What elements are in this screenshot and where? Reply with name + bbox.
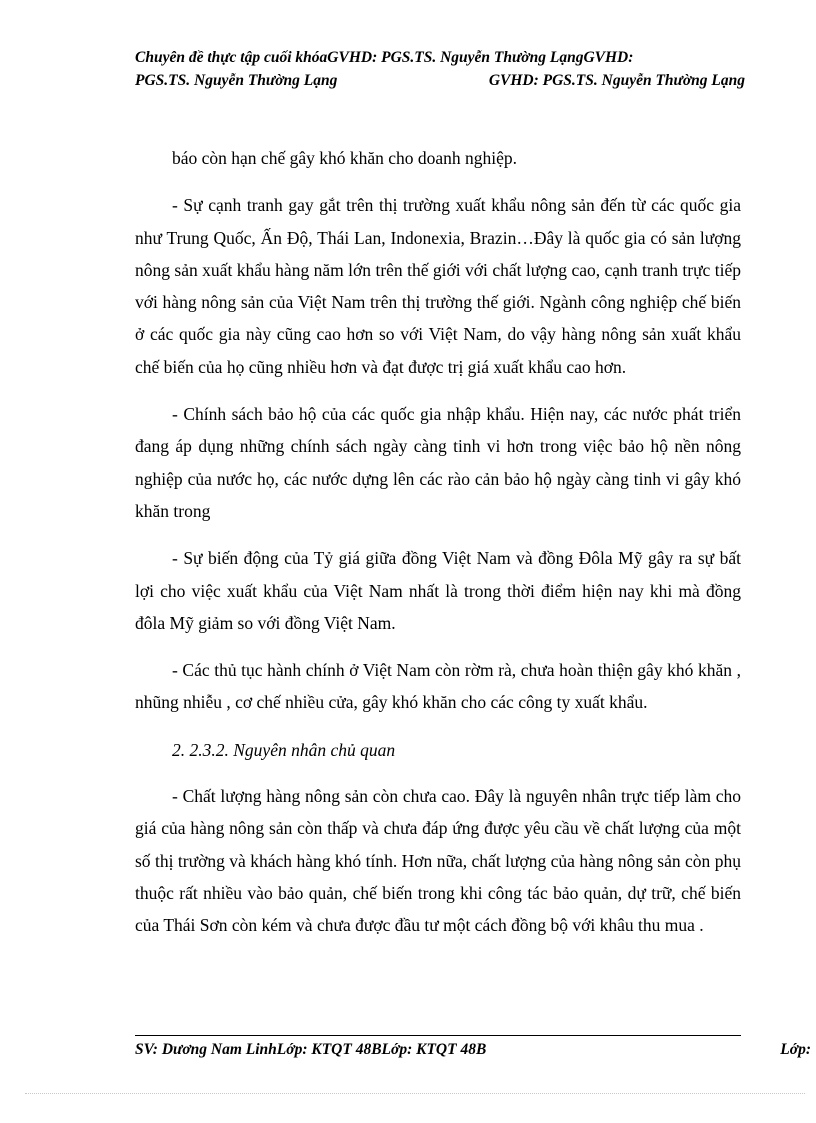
paragraph: - Các thủ tục hành chính ở Việt Nam còn rờm rà, chưa hoàn thiện gây khó khăn , nhũng nhiễu , cơ chế nhiều cửa, gây khó khăn cho các công ty xuất khẩu. xyxy=(135,660,741,713)
header-line-1: Chuyên đề thực tập cuối khóaGVHD: PGS.TS. Nguyễn Thường LạngGVHD: xyxy=(135,49,634,66)
footer-right: Lớp: xyxy=(780,1041,811,1058)
header-line-2-right: GVHD: PGS.TS. Nguyễn Thường Lạng xyxy=(488,72,745,89)
document-body xyxy=(135,142,741,957)
page-header xyxy=(135,46,745,92)
paragraph: - Sự cạnh tranh gay gắt trên thị trường xuất khẩu nông sản đến từ các quốc gia như Trung Quốc, Ấn Độ, Thái Lan, Indonexia, Brazin…Đây là quốc gia có sản lượng nông sản xuất khẩu hàng năm lớn trên thế giới với chất lượng cao, cạnh tranh trực tiếp với hàng nông sản của Việt Nam trên thị trường thế giới. Ngành công nghiệp chế biến ở các quốc gia này cũng cao hơn so với Việt Nam, do vậy hàng nông sản xuất khẩu chế biến của họ cũng nhiều hơn và đạt được trị giá xuất khẩu cao hơn. xyxy=(135,195,741,377)
footer-left: SV: Dương Nam LinhLớp: KTQT 48BLớp: KTQT 48B xyxy=(135,1041,487,1058)
header-line-2 xyxy=(135,69,745,92)
paragraph: - Chính sách bảo hộ của các quốc gia nhập khẩu. Hiện nay, các nước phát triển đang áp dụng những chính sách ngày càng tinh vi hơn trong việc bảo hộ nền nông nghiệp của nước họ, các nước dựng lên các rào cản bảo hộ ngày càng tinh vi gây khó khăn trong xyxy=(135,404,741,521)
footer-divider xyxy=(135,1035,741,1036)
section-heading: 2. 2.3.2. Nguyên nhân chủ quan xyxy=(172,739,396,760)
paragraph: - Chất lượng hàng nông sản còn chưa cao. Đây là nguyên nhân trực tiếp làm cho giá của hàng nông sản còn thấp và chưa đáp ứng được yêu cầu về chất lượng của một số thị trường và khách hàng khó tính. Hơn nữa, chất lượng của hàng nông sản còn phụ thuộc rất nhiều vào bảo quản, chế biến trong khi công tác bảo quản, dự trữ, chế biến của Thái Sơn còn kém và chưa được đầu tư một cách đồng bộ với khâu thu mua . xyxy=(135,786,741,936)
paragraph: - Sự biến động của Tỷ giá giữa đồng Việt Nam và đồng Đôla Mỹ gây ra sự bất lợi cho việc xuất khẩu của Việt Nam nhất là trong thời điểm hiện nay khi mà đồng đôla Mỹ giảm so với đồng Việt Nam. xyxy=(135,548,741,633)
header-line-2-left: PGS.TS. Nguyễn Thường Lạng xyxy=(135,72,338,89)
paragraph: báo còn hạn chế gây khó khăn cho doanh nghiệp. xyxy=(172,148,518,168)
page-bottom-dotted-line xyxy=(25,1093,805,1094)
page-footer xyxy=(135,1040,811,1060)
